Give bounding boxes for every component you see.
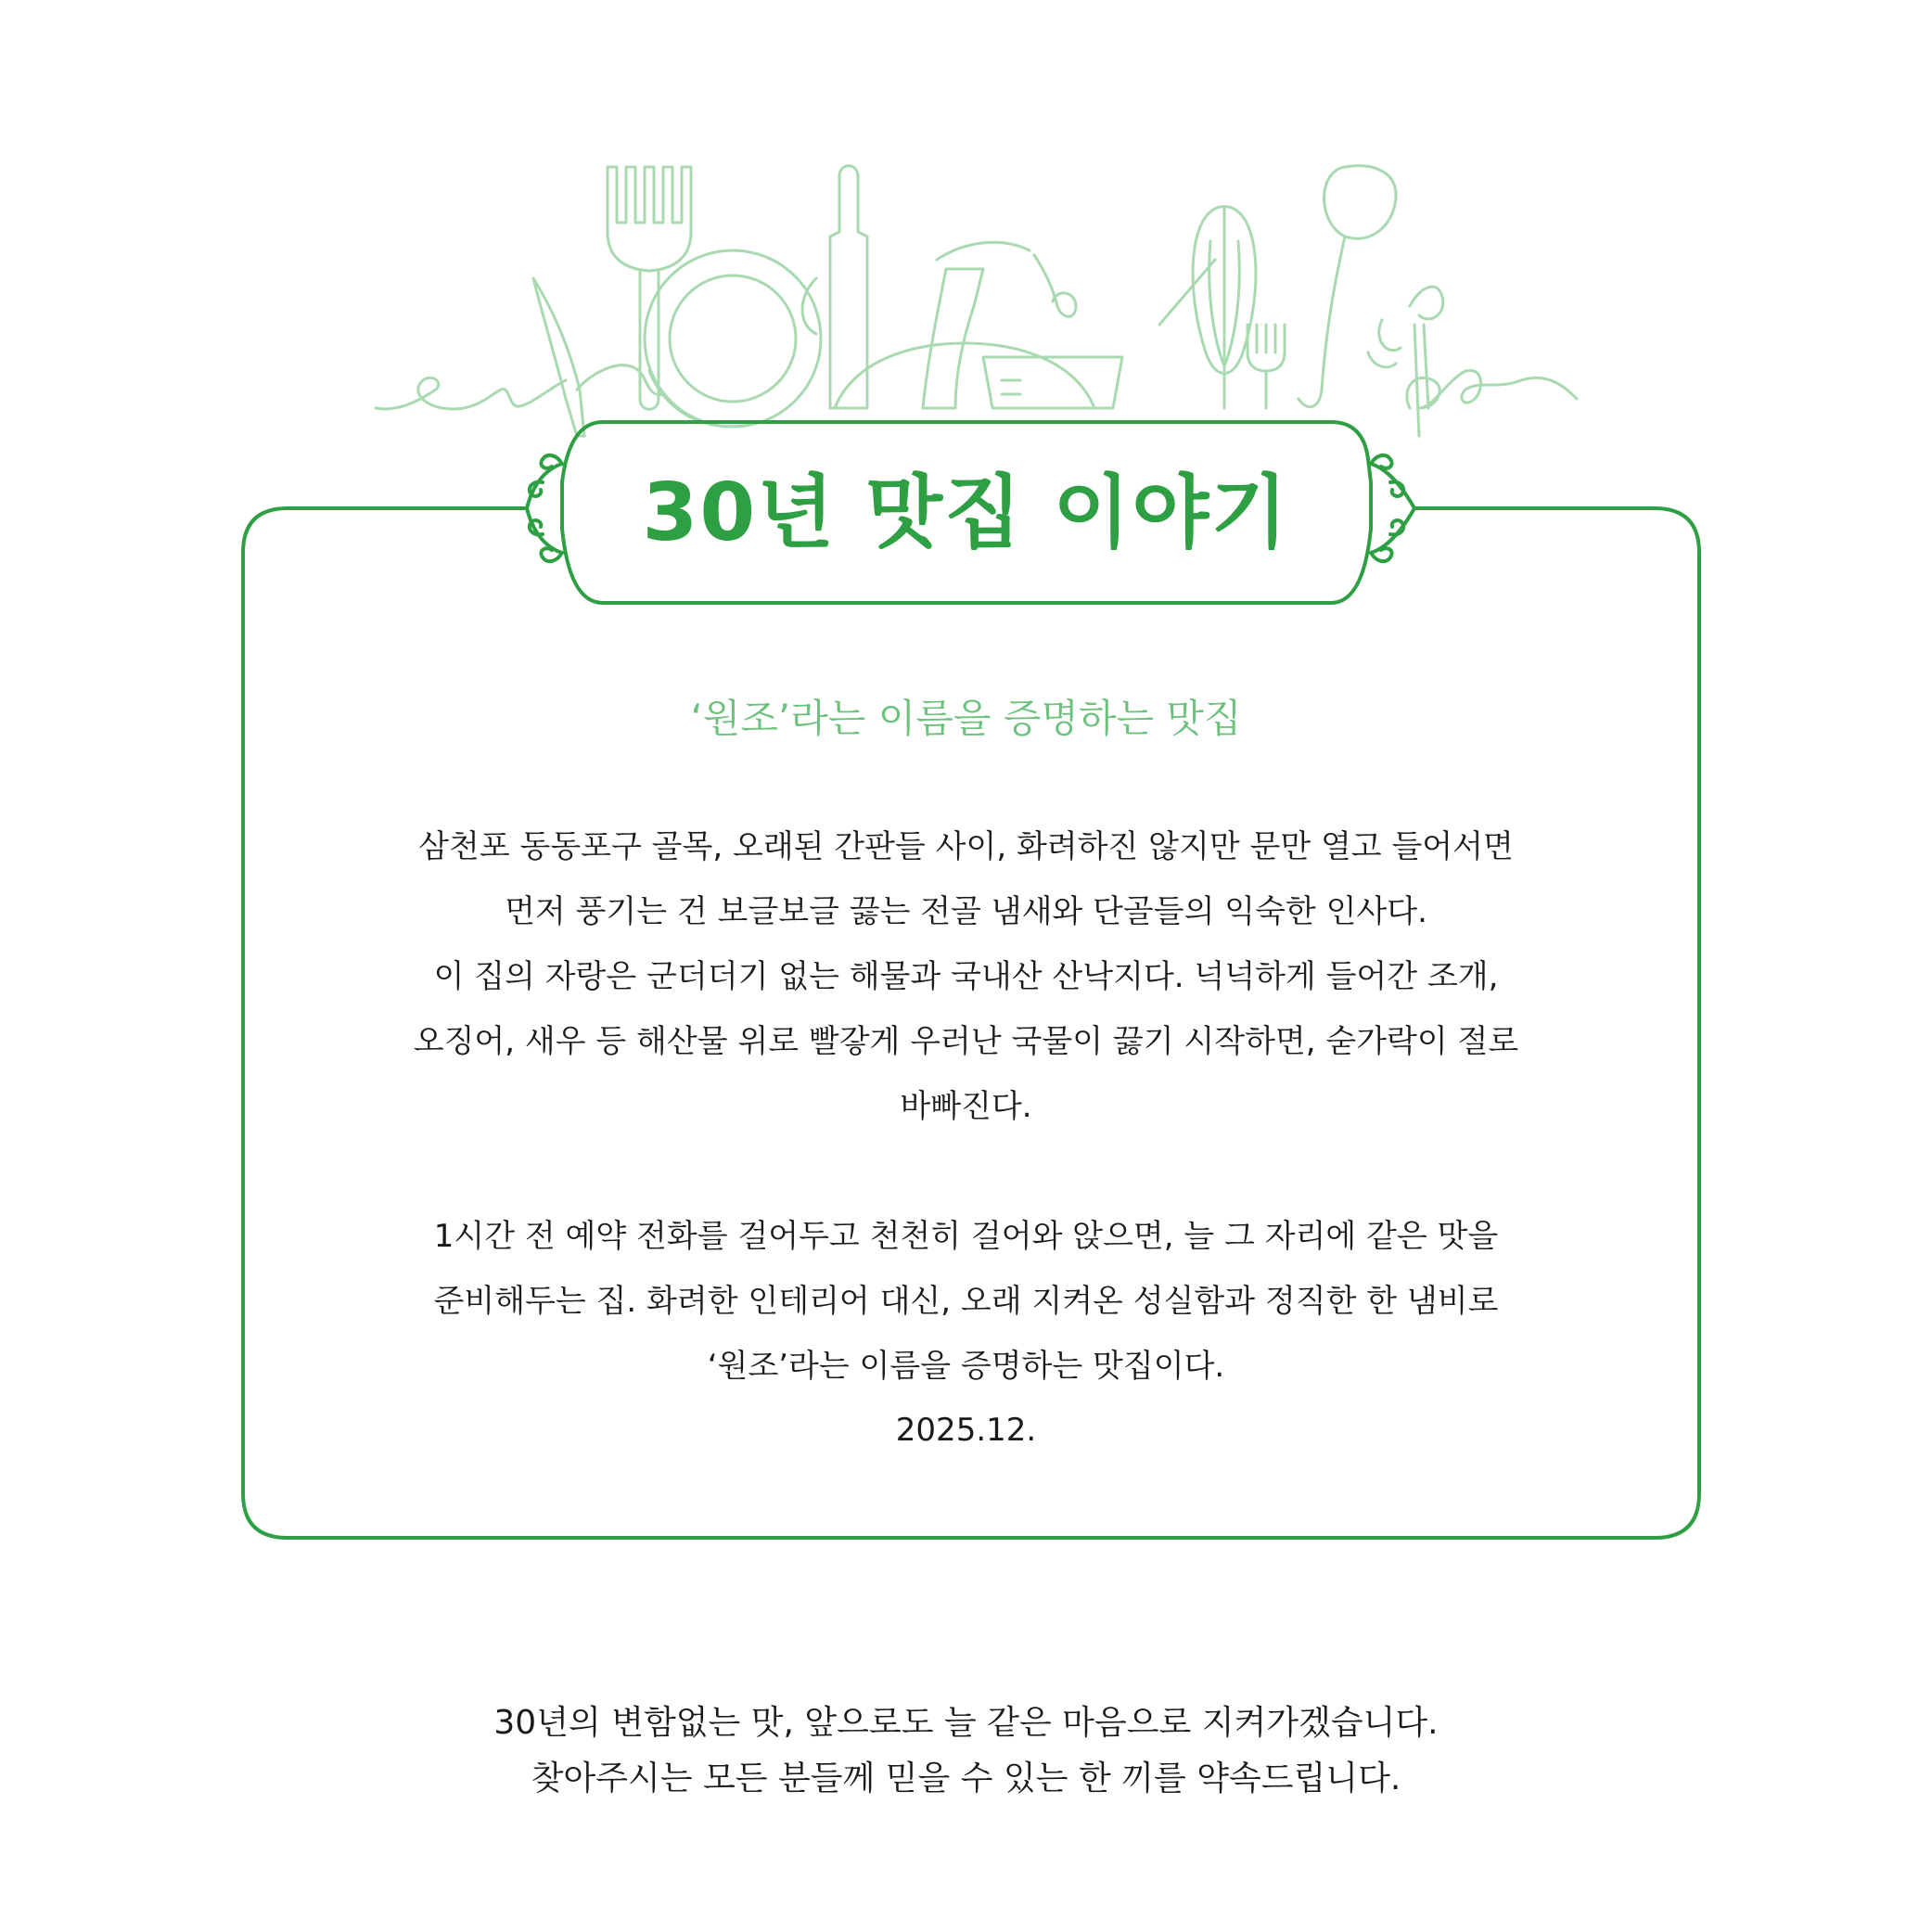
story-line: ‘원조’라는 이름을 증명하는 맛집이다. xyxy=(707,1348,1225,1385)
subtitle: ‘원조’라는 이름을 증명하는 맛집 xyxy=(690,696,1242,741)
story-line: 오징어, 새우 등 해산물 위로 빨갛게 우러난 국물이 끓기 시작하면, 숟가락이 절로 xyxy=(413,1023,1519,1060)
closing-line: 찾아주시는 모든 분들께 믿을 수 있는 한 끼를 약속드립니다. xyxy=(531,1759,1401,1798)
page-title: 30년 맛집 이야기 xyxy=(642,467,1290,559)
story-line: 먼저 풍기는 건 보글보글 끓는 전골 냄새와 단골들의 익숙한 인사다. xyxy=(505,893,1427,930)
story-text xyxy=(352,814,1580,1399)
story-paragraph xyxy=(352,814,1580,1139)
story-line: 이 집의 자랑은 군더더기 없는 해물과 국내산 산낙지다. 넉넉하게 들어간 조개, xyxy=(433,958,1499,995)
closing-line: 30년의 변함없는 맛, 앞으로도 늘 같은 마음으로 지켜가겠습니다. xyxy=(493,1704,1439,1742)
date: 2025.12. xyxy=(895,1412,1037,1449)
story-line: 1시간 전 예약 전화를 걸어두고 천천히 걸어와 앉으면, 늘 그 자리에 같은 맛을 xyxy=(433,1218,1499,1255)
closing-message xyxy=(352,1695,1580,1807)
story-line: 준비해두는 집. 화려한 인테리어 대신, 오래 지켜온 성실함과 정직한 한 냄비로 xyxy=(433,1283,1499,1320)
story-paragraph xyxy=(352,1204,1580,1399)
story-line: 삼천포 동동포구 골목, 오래된 간판들 사이, 화려하진 않지만 문만 열고 들어서면 xyxy=(418,828,1514,865)
story-line: 바빠진다. xyxy=(900,1088,1032,1125)
